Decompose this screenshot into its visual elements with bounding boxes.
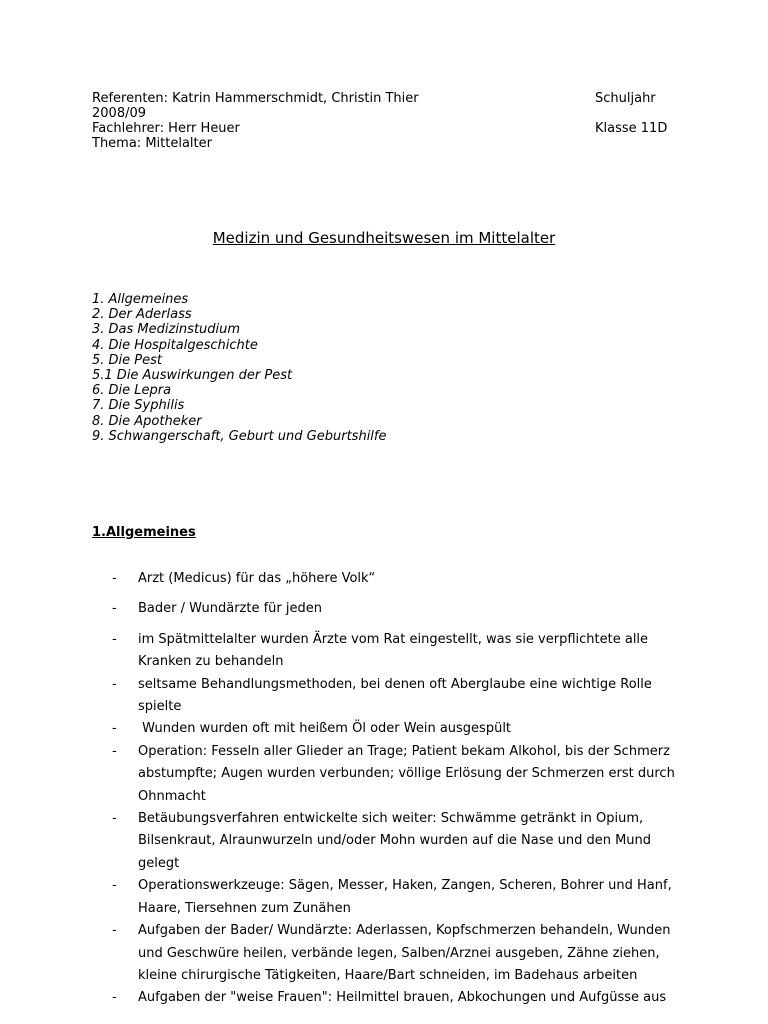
list-item (92, 598, 682, 620)
schuljahr-value: 2008/09 (92, 106, 147, 121)
list-item-text: Betäubungsverfahren entwickelte sich weiter: Schwämme getränkt in Opium, Bilsenkraut, Alraunwurzeln und/oder Mohn wurden auf die Nase und den Mund gelegt (138, 811, 652, 871)
bullet-dash: - (112, 721, 117, 737)
toc-item: 5.1 Die Auswirkungen der Pest (92, 368, 293, 384)
bullet-dash: - (112, 743, 117, 759)
toc-item: 7. Die Syphilis (92, 398, 185, 414)
bullet-list (92, 568, 682, 1010)
bullet-dash: - (112, 631, 117, 647)
list-item-text: Operationswerkzeuge: Sägen, Messer, Haken, Zangen, Scheren, Bohrer und Hanf, Haare, Tiersehnen zum Zunähen (138, 878, 672, 916)
list-item-text: Aufgaben der "weise Frauen": Heilmittel brauen, Abkochungen und Aufgüsse aus (138, 990, 667, 1006)
toc-item: 5. Die Pest (92, 352, 162, 368)
list-item (92, 987, 682, 1009)
list-item-text: seltsame Behandlungsmethoden, bei denen oft Aberglaube eine wichtige Rolle spielte (138, 676, 652, 715)
list-item (92, 718, 682, 740)
list-item-text: Bader / Wundärzte für jeden (138, 601, 322, 617)
toc-item: 6. Die Lepra (92, 383, 172, 399)
thema-line: Thema: Mittelalter (92, 136, 212, 151)
referenten-line: Referenten: Katrin Hammerschmidt, Christin Thier (92, 91, 419, 106)
schuljahr-label: Schuljahr (595, 91, 656, 106)
bullet-dash: - (112, 601, 117, 617)
section-heading: 1.Allgemeines (92, 525, 196, 540)
bullet-dash: - (112, 811, 117, 827)
toc-item: 3. Das Medizinstudium (92, 322, 241, 338)
list-item (92, 875, 682, 920)
bullet-dash: - (112, 676, 117, 692)
bullet-dash: - (112, 923, 117, 939)
list-item (92, 920, 682, 987)
header-block (92, 91, 692, 151)
bullet-dash: - (112, 878, 117, 894)
list-item-text: im Spätmittelalter wurden Ärzte vom Rat eingestellt, was sie verpflichtete alle Kranken zu behandeln (138, 631, 649, 670)
list-item (92, 808, 682, 875)
list-item (92, 741, 682, 808)
list-item-text: Aufgaben der Bader/ Wundärzte: Aderlassen, Kopfschmerzen behandeln, Wunden und Geschwüre heilen, verbände legen, Salben/Arznei ausgeben, Zähne ziehen, kleine chirurgische Tätigkeiten, Haare/Bart schneiden, im Badehaus arbeiten (138, 923, 671, 983)
bullet-dash: - (112, 571, 117, 586)
list-item-text: Arzt (Medicus) für das „höhere Volk“ (138, 571, 376, 586)
fachlehrer-line: Fachlehrer: Herr Heuer (92, 121, 240, 136)
list-item-text: Operation: Fesseln aller Glieder an Trage; Patient bekam Alkohol, bis der Schmerz abstumpfte; Augen wurden verbunden; völlige Erlösung der Schmerzen erst durch Ohnmacht (138, 743, 675, 804)
list-item (92, 568, 682, 590)
document-title: Medizin und Gesundheitswesen im Mittelalter (212, 229, 556, 247)
bullet-dash: - (112, 990, 117, 1006)
toc-item: 4. Die Hospitalgeschichte (92, 337, 258, 353)
table-of-contents (92, 292, 387, 444)
list-item-text: Wunden wurden oft mit heißem Öl oder Wein ausgespült (138, 721, 512, 737)
toc-item: 1. Allgemeines (92, 292, 189, 307)
list-item (92, 674, 682, 719)
list-item (92, 629, 682, 674)
klasse-label: Klasse 11D (595, 121, 668, 136)
toc-item: 9. Schwangerschaft, Geburt und Geburtshilfe (92, 428, 387, 444)
toc-item: 8. Die Apotheker (92, 413, 202, 429)
toc-item: 2. Der Aderlass (92, 307, 192, 323)
